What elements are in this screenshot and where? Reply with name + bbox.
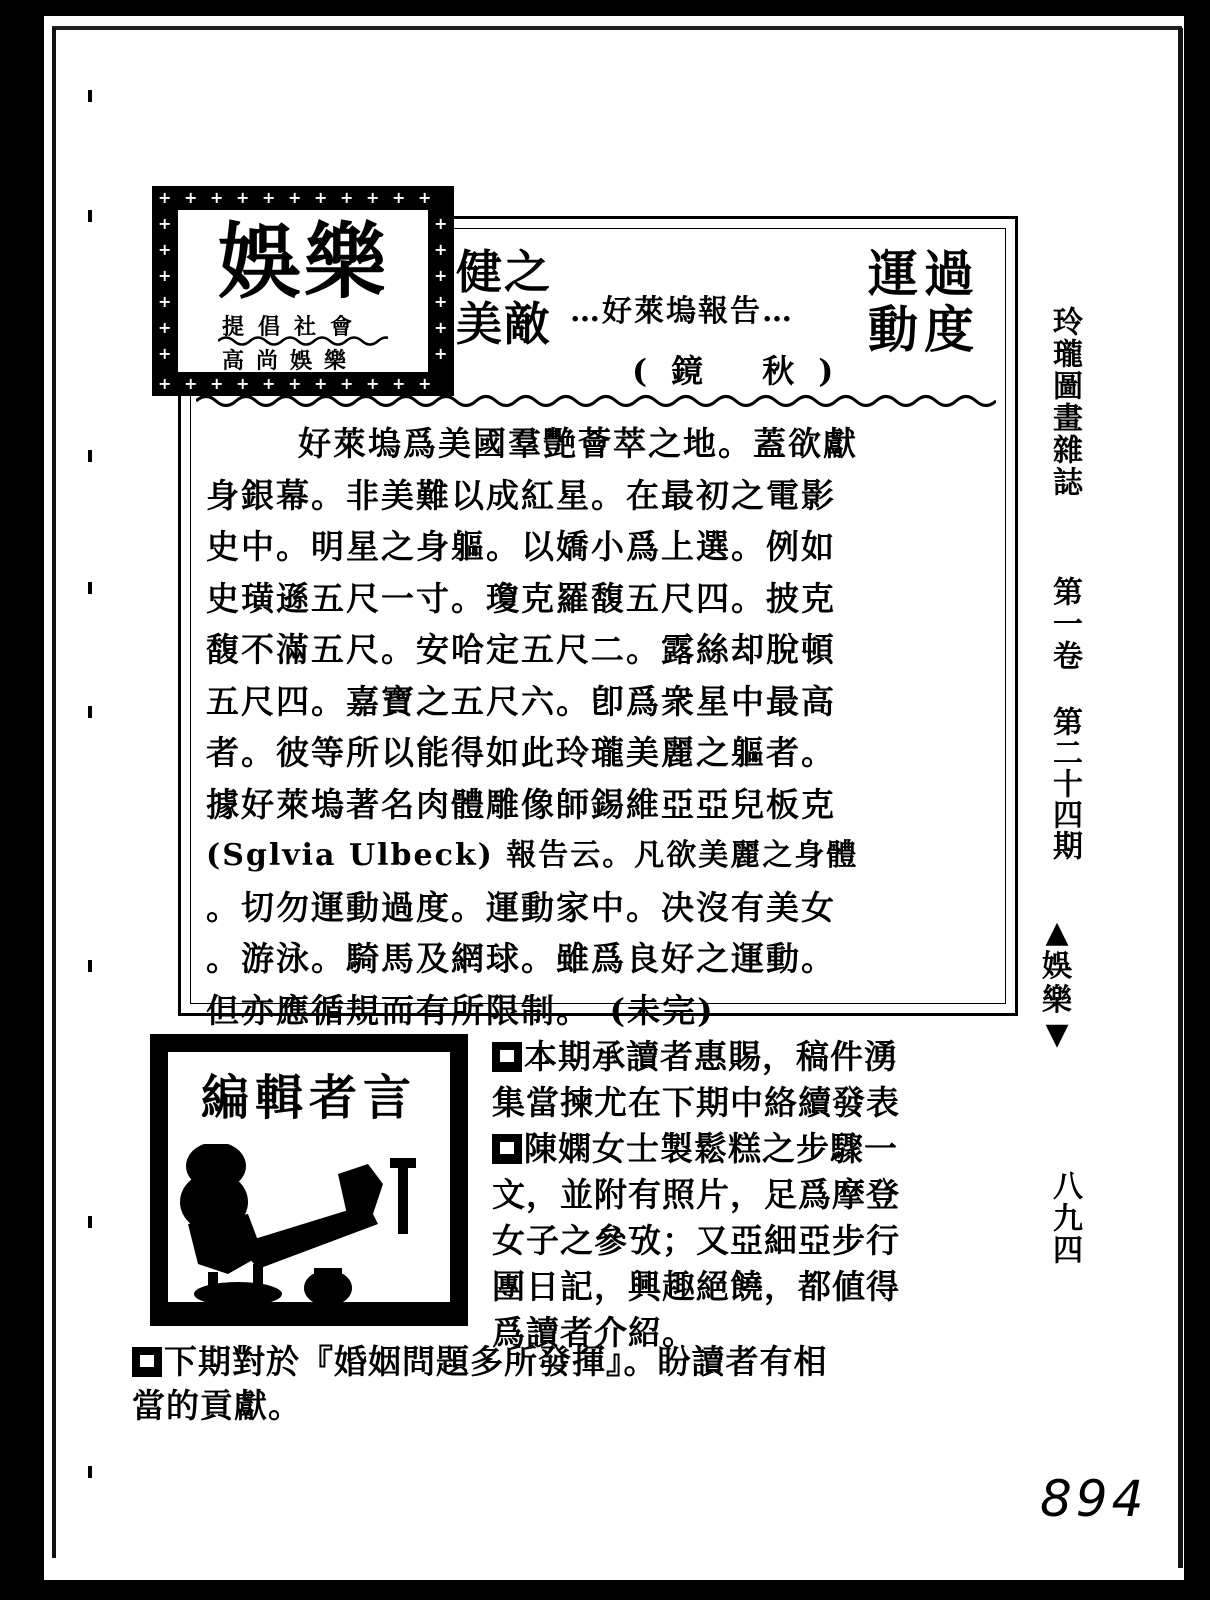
- article-body: [206, 418, 976, 1036]
- bullet-box-icon: [492, 1134, 522, 1164]
- note-line: 女子之參攷；又亞細亞步行: [492, 1221, 900, 1260]
- cross-ornament-icon: +: [288, 188, 302, 207]
- binding-mark: [88, 582, 92, 594]
- logo-slogan-1: 提倡社會: [222, 314, 367, 340]
- cross-ornament-icon: +: [184, 188, 198, 207]
- article-line: 五尺四。嘉寶之五尺六。卽爲衆星中最高: [206, 681, 836, 721]
- note-text: 陳嫻女士製鬆糕之步驟一: [524, 1129, 898, 1168]
- section-label: [1034, 916, 1080, 1052]
- page-border-top: [52, 26, 1182, 30]
- article-line: 。游泳。騎馬及網球。雖爲良好之運動。: [206, 939, 836, 978]
- cross-ornament-icon: +: [340, 374, 354, 393]
- cross-ornament-icon: +: [392, 374, 406, 393]
- binding-mark: [88, 90, 92, 102]
- section-char: 娛: [1042, 949, 1072, 984]
- article-line: 但亦應循規而有所限制。 (未完): [206, 990, 715, 1030]
- entertainment-logo: [152, 186, 454, 396]
- article-line: 史璜遜五尺一寸。瓊克羅馥五尺四。披克: [206, 578, 836, 618]
- cross-ornament-icon: +: [158, 318, 172, 337]
- editors-note-illustration: [150, 1034, 468, 1326]
- editor-notes: [492, 1034, 1012, 1356]
- article-line: 馥不滿五尺。安哈定五尺二。露絲却脫頓: [206, 630, 836, 669]
- wave-divider-icon: [196, 392, 996, 410]
- article-line: (Sglvia Ulbeck) 報告云。凡欲美麗之身體: [206, 838, 859, 873]
- cross-ornament-icon: +: [366, 374, 380, 393]
- cross-ornament-icon: +: [158, 344, 172, 363]
- headline-left: [456, 246, 552, 350]
- logo-title: 娛樂: [217, 214, 390, 310]
- triangle-down-icon: ▼: [1045, 1017, 1069, 1052]
- byline: (鏡 秋): [632, 352, 858, 390]
- note-text: 本期承讀者惠賜，稿件湧: [524, 1037, 898, 1076]
- binding-mark: [88, 706, 92, 718]
- headline-left-line: 健之: [456, 245, 552, 299]
- article-line: 者。彼等所以能得如此玲瓏美麗之軀者。: [206, 733, 836, 772]
- cross-ornament-icon: +: [434, 214, 448, 233]
- cross-ornament-icon: +: [434, 344, 448, 363]
- cross-ornament-icon: +: [392, 188, 406, 207]
- note-line: [492, 1126, 1012, 1172]
- cross-ornament-icon: +: [236, 188, 250, 207]
- cross-ornament-icon: +: [418, 188, 432, 207]
- headline-left-line: 美敵: [456, 297, 552, 351]
- bullet-box-icon: [132, 1347, 162, 1377]
- cross-ornament-icon: +: [158, 240, 172, 259]
- cross-ornament-icon: +: [210, 188, 224, 207]
- article-line: 史中。明星之身軀。以嬌小爲上選。例如: [206, 527, 836, 566]
- cross-ornament-icon: +: [158, 374, 172, 393]
- note-line: [132, 1340, 1012, 1384]
- binding-mark: [88, 450, 92, 462]
- cross-ornament-icon: +: [184, 374, 198, 393]
- cross-ornament-icon: +: [210, 374, 224, 393]
- magazine-name: 玲瓏圖畫雜誌: [1047, 306, 1082, 498]
- page-border-left: [52, 28, 56, 1558]
- binding-mark: [88, 1216, 92, 1228]
- note-line: 爲讀者介紹。: [492, 1313, 696, 1352]
- cross-ornament-icon: +: [288, 374, 302, 393]
- cross-ornament-icon: +: [366, 188, 380, 207]
- cross-ornament-icon: +: [158, 292, 172, 311]
- triangle-up-icon: ▲: [1045, 915, 1069, 950]
- scan-edge-top: [0, 0, 1210, 16]
- cross-ornament-icon: +: [236, 374, 250, 393]
- cross-ornament-icon: +: [158, 188, 172, 207]
- cross-ornament-icon: +: [262, 374, 276, 393]
- logo-slogan-2: 高尚娛樂: [222, 348, 359, 374]
- scan-edge-left: [0, 0, 44, 1600]
- editor-silhouette-icon: [168, 1144, 450, 1308]
- cross-ornament-icon: +: [314, 374, 328, 393]
- headline-right-line: 運過: [868, 244, 980, 303]
- illustration-title: 編輯者言: [168, 1052, 450, 1144]
- cross-ornament-icon: +: [340, 188, 354, 207]
- cross-ornament-icon: +: [418, 374, 432, 393]
- note-line: 當的貢獻。: [132, 1386, 302, 1425]
- cross-ornament-icon: +: [262, 188, 276, 207]
- editor-notes-bottom: [132, 1340, 1012, 1428]
- binding-mark: [88, 210, 92, 222]
- headline-right: [868, 246, 980, 358]
- headline-middle: …好萊塢報告…: [570, 294, 794, 329]
- cross-ornament-icon: +: [434, 266, 448, 285]
- handwritten-page-number: 894: [1040, 1470, 1148, 1528]
- volume-number: 第一卷: [1047, 576, 1082, 672]
- cross-ornament-icon: +: [434, 240, 448, 259]
- cross-ornament-icon: +: [314, 188, 328, 207]
- article-line: 身銀幕。非美難以成紅星。在最初之電影: [206, 475, 836, 515]
- section-char: 樂: [1042, 983, 1072, 1018]
- cross-ornament-icon: +: [434, 318, 448, 337]
- article-line: 好萊塢爲美國羣艷薈萃之地。蓋欲獻: [298, 424, 858, 463]
- binding-mark: [88, 1466, 92, 1478]
- bullet-box-icon: [492, 1042, 522, 1072]
- article-line: 據好萊塢著名肉體雕像師錫維亞亞兒板克: [206, 784, 836, 824]
- scan-edge-right: [1184, 0, 1210, 1600]
- cross-ornament-icon: +: [158, 214, 172, 233]
- cross-ornament-icon: +: [158, 266, 172, 285]
- note-line: 文，並附有照片，足爲摩登: [492, 1175, 900, 1214]
- issue-number: 第二十四期: [1047, 706, 1082, 861]
- page-number: 八九四: [1047, 1170, 1082, 1266]
- article-line: 。切勿運動過度。運動家中。决沒有美女: [206, 887, 836, 927]
- cross-ornament-icon: +: [434, 292, 448, 311]
- scan-edge-bottom: [0, 1580, 1210, 1600]
- note-line: [492, 1034, 1012, 1080]
- headline-right-line: 動度: [868, 300, 980, 359]
- note-line: 集當揀尤在下期中絡續發表: [492, 1083, 900, 1122]
- note-line: 團日記，興趣絕饒，都値得: [492, 1267, 900, 1306]
- page-border-right: [1178, 28, 1183, 1568]
- note-text: 下期對於『婚姻問題多所發揮』。盼讀者有相: [164, 1342, 828, 1381]
- binding-mark: [88, 960, 92, 972]
